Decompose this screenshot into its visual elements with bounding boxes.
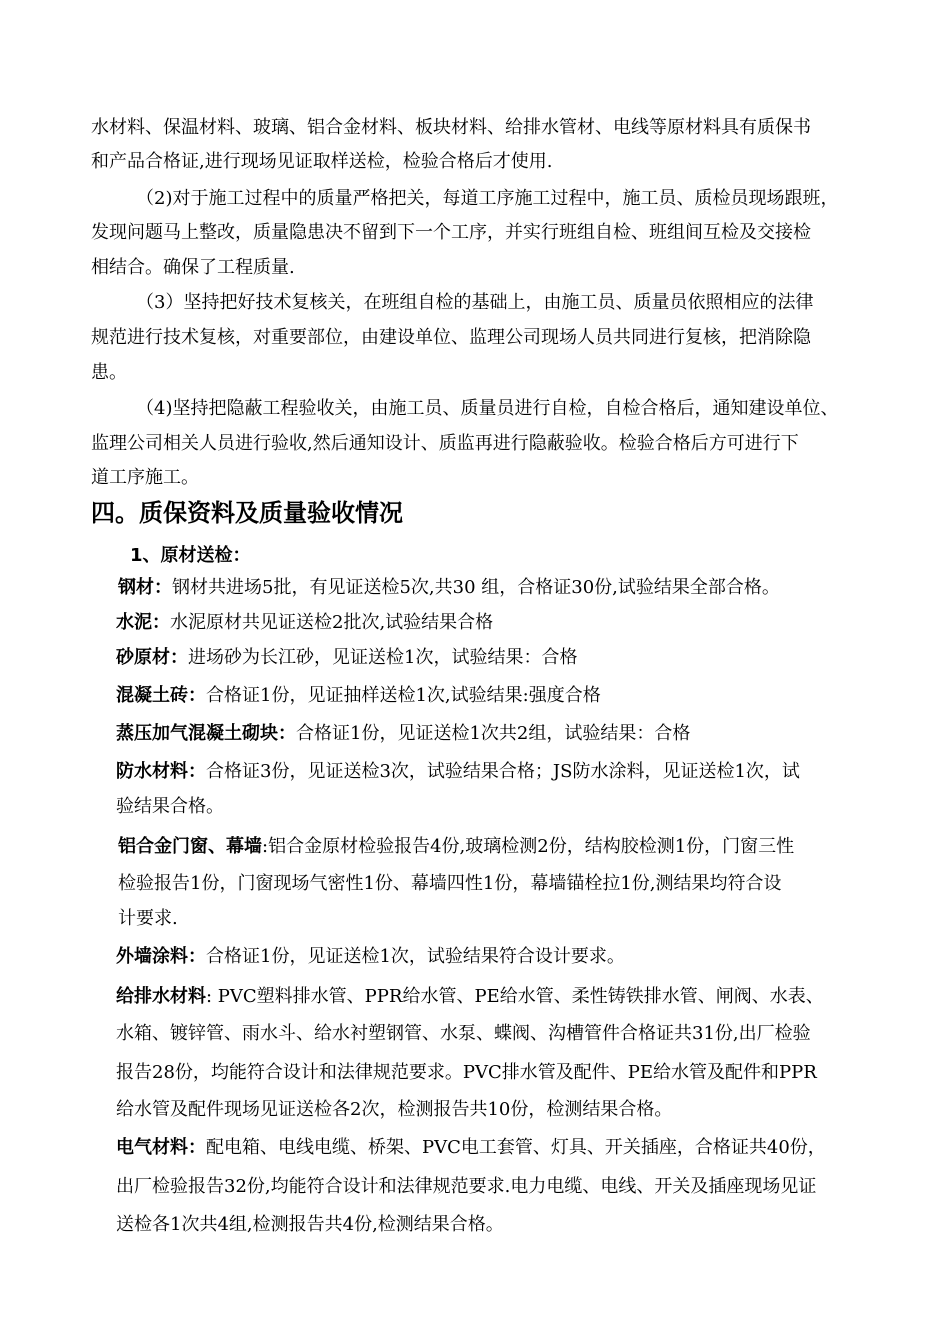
item-text: 合格证1份，见证送检1次共2组，试验结果：合格 <box>296 723 691 744</box>
item-brick <box>116 684 601 708</box>
item-electrical-line-3: 送检各1次共4组,检测报告共4份,检测结果合格。 <box>116 1214 504 1235</box>
item-label: 钢材： <box>118 577 172 598</box>
item-plumbing-line-2: 水箱、镀锌管、雨水斗、给水衬塑钢管、水泵、蝶阀、沟槽管件合格证共31份,出厂检验 <box>116 1023 811 1044</box>
item-plumbing <box>116 985 824 1009</box>
item-waterproof <box>116 760 800 784</box>
item-exterior-paint <box>116 945 625 969</box>
item-aluminum <box>118 835 794 859</box>
item-electrical-line-2: 出厂检验报告32份,均能符合设计和法律规范要求.电力电缆、电线、开关及插座现场见证 <box>116 1176 817 1197</box>
item-text: 合格证1份，见证抽样送检1次,试验结果:强度合格 <box>206 685 601 706</box>
item-label: 混凝土砖： <box>116 685 206 706</box>
item-text: : PVC塑料排水管、PPR给水管、PE给水管、柔性铸铁排水管、闸阀、水表、 <box>206 986 824 1007</box>
item-aluminum-line-2: 检验报告1份，门窗现场气密性1份、幕墙四性1份，幕墙锚栓拉1份,测结果均符合设 <box>118 873 782 894</box>
para1-line-2: 和产品合格证,进行现场见证取样送检，检验合格后才使用. <box>91 151 553 172</box>
para2-line-3: 相结合。确保了工程质量. <box>91 257 295 278</box>
para3-line-3: 患。 <box>91 362 127 383</box>
item-label: 给排水材料 <box>116 986 206 1007</box>
item-label: 砂原材： <box>116 647 188 668</box>
item-text: :铝合金原材检验报告4份,玻璃检测2份，结构胶检测1份，门窗三性 <box>262 836 795 857</box>
item-text: 水泥原材共见证送检2批次,试验结果合格 <box>170 612 494 633</box>
para4-line-1: （4)坚持把隐蔽工程验收关，由施工员、质量员进行自检，自检合格后，通知建设单位、 <box>136 398 839 419</box>
item-waterproof-line-2: 验结果合格。 <box>116 796 224 817</box>
item-label: 防水材料： <box>116 761 206 782</box>
item-label: 铝合金门窗、幕墙 <box>118 836 262 857</box>
item-label: 外墙涂料： <box>116 946 206 967</box>
item-text: 钢材共进场5批，有见证送检5次,共30 组，合格证30份,试验结果全部合格。 <box>172 577 780 598</box>
item-plumbing-line-3: 报告28份，均能符合设计和法律规范要求。PVC排水管及配件、PE给水管及配件和PPR <box>116 1062 817 1083</box>
para2-line-1: （2)对于施工过程中的质量严格把关，每道工序施工过程中，施工员、质检员现场跟班， <box>136 188 839 209</box>
item-plumbing-line-4: 给水管及配件现场见证送检各2次，检测报告共10份，检测结果合格。 <box>116 1099 673 1120</box>
item-label: 电气材料： <box>116 1137 206 1158</box>
para4-line-3: 道工序施工。 <box>91 467 199 488</box>
item-aluminum-line-3: 计要求. <box>118 908 178 929</box>
item-sand <box>116 646 577 670</box>
section-heading: 四。质保资料及质量验收情况 <box>91 499 403 527</box>
para1-line-1: 水材料、保温材料、玻璃、铝合金材料、板块材料、给排水管材、电线等原材料具有质保书 <box>91 117 811 138</box>
item-text: 进场砂为长江砂，见证送检1次，试验结果：合格 <box>188 647 578 668</box>
para3-line-2: 规范进行技术复核，对重要部位，由建设单位、监理公司现场人员共同进行复核，把消除隐 <box>91 327 811 348</box>
para4-line-2: 监理公司相关人员进行验收,然后通知设计、质监再进行隐蔽验收。检验合格后方可进行下 <box>91 433 799 454</box>
item-steel <box>118 576 780 600</box>
item-aac-block <box>116 722 690 746</box>
item-text: 合格证3份，见证送检3次，试验结果合格；JS防水涂料，见证送检1次，试 <box>206 761 800 782</box>
para2-line-2: 发现问题马上整改，质量隐患决不留到下一个工序，并实行班组自检、班组间互检及交接检 <box>91 222 811 243</box>
section-subheading: 1、原材送检： <box>130 545 251 566</box>
para3-line-1: （3）坚持把好技术复核关，在班组自检的基础上，由施工员、质量员依照相应的法律 <box>136 292 814 313</box>
item-text: 配电箱、电线电缆、桥架、PVC电工套管、灯具、开关插座，合格证共40份， <box>206 1137 826 1158</box>
item-label: 蒸压加气混凝土砌块： <box>116 723 296 744</box>
item-electrical <box>116 1136 826 1160</box>
item-cement <box>116 611 493 635</box>
item-label: 水泥： <box>116 612 170 633</box>
item-text: 合格证1份，见证送检1次，试验结果符合设计要求。 <box>206 946 625 967</box>
